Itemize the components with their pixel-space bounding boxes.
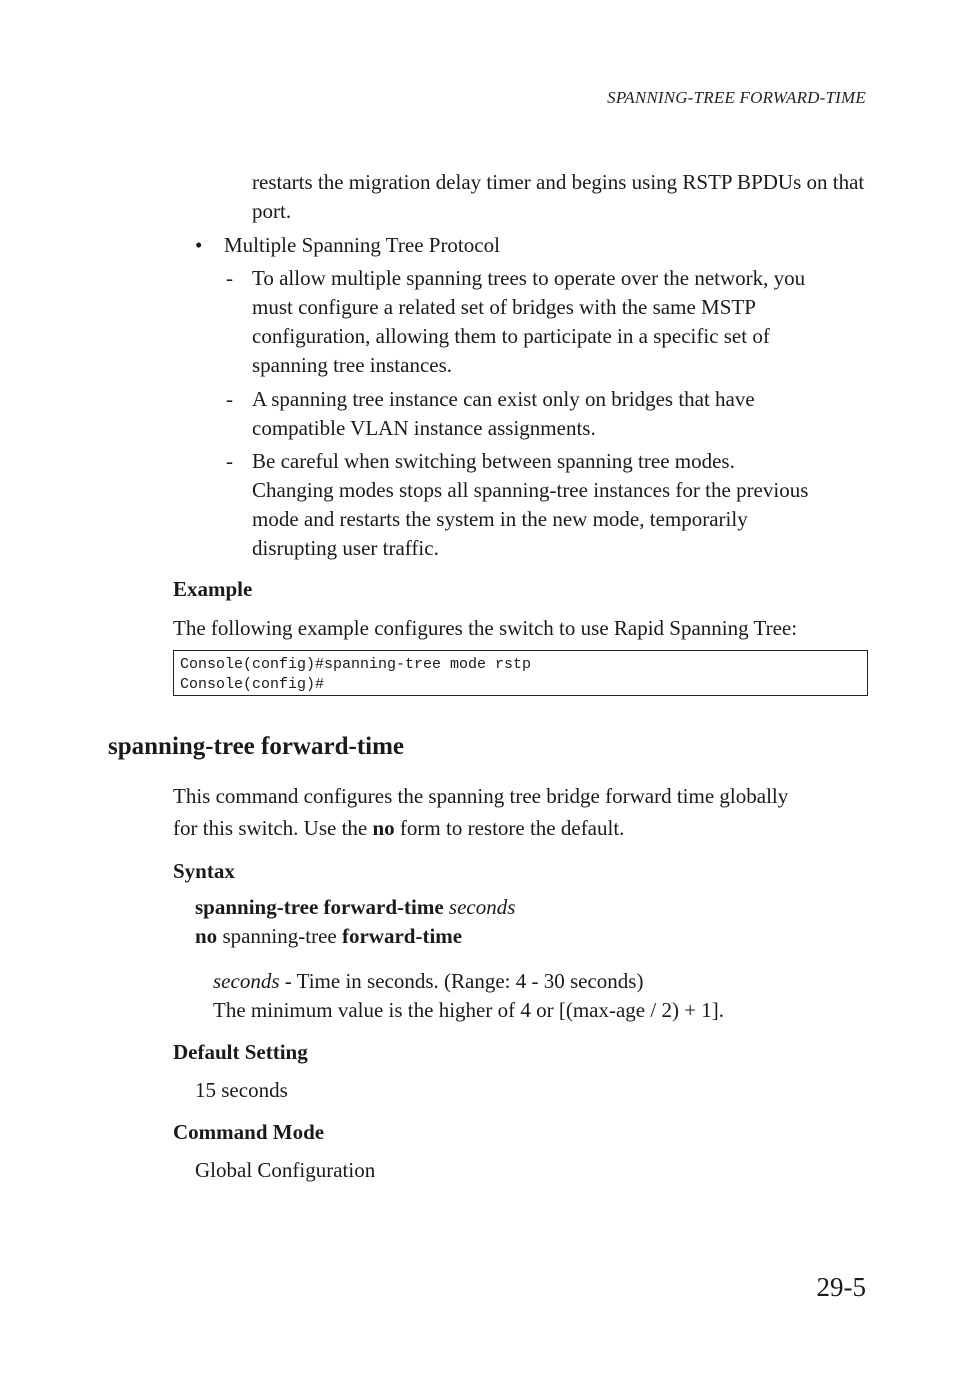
description-line	[173, 812, 873, 844]
code-line: Console(config)#spanning-tree mode rstp	[180, 656, 532, 673]
command-mode-heading: Command Mode	[173, 1120, 325, 1144]
parameter-name: seconds	[213, 969, 280, 993]
command-keyword: spanning-tree forward-time	[195, 895, 444, 919]
description-line: This command configures the spanning tree bridge forward time globally	[173, 784, 789, 808]
list-item-line: A spanning tree instance can exist only on bridges that have	[252, 387, 755, 411]
continuation-text: restarts the migration delay timer and begins using RSTP BPDUs on that port.	[252, 170, 865, 223]
list-item-line: compatible VLAN instance assignments.	[252, 416, 596, 440]
default-setting-heading: Default Setting	[173, 1040, 308, 1064]
example-text: The following example configures the switch to use Rapid Spanning Tree:	[173, 616, 798, 640]
syntax-line	[195, 895, 515, 920]
parameter-note: The minimum value is the higher of 4 or [(max-age / 2) + 1].	[213, 998, 725, 1022]
list-item	[252, 447, 882, 563]
section-title: spanning-tree forward-time	[108, 733, 405, 760]
dash-marker: -	[226, 449, 233, 473]
code-line: Console(config)#	[180, 676, 325, 693]
command-mode-value: Global Configuration	[195, 1158, 376, 1182]
no-keyword: no	[195, 924, 218, 948]
dash-marker: -	[226, 387, 233, 411]
command-keyword: forward-time	[341, 924, 463, 948]
code-block	[173, 650, 868, 696]
parameter-description	[213, 967, 724, 1025]
no-keyword: no	[372, 816, 395, 840]
example-heading: Example	[173, 577, 253, 601]
syntax-line	[195, 924, 462, 949]
parameter-text: - Time in seconds. (Range: 4 - 30 seconds)	[279, 969, 644, 993]
list-item-line: disrupting user traffic.	[252, 536, 439, 560]
parameter-line	[213, 967, 724, 996]
section-description	[173, 780, 873, 844]
command-argument: seconds	[448, 895, 516, 919]
running-header: SPANNING-TREE FORWARD-TIME	[607, 88, 866, 107]
bullet-marker: •	[195, 233, 203, 257]
command-text: spanning-tree	[217, 924, 342, 948]
list-item-line: mode and restarts the system in the new mode, temporarily	[252, 507, 748, 531]
description-text: for this switch. Use the	[173, 816, 373, 840]
list-item-line: configuration, allowing them to participate in a specific set of	[252, 324, 770, 348]
page-number: 29-5	[816, 1272, 866, 1302]
list-item	[252, 385, 882, 443]
list-item	[252, 264, 882, 380]
list-item-line: Changing modes stops all spanning-tree instances for the previous	[252, 478, 809, 502]
description-text: form to restore the default.	[394, 816, 625, 840]
bullet-label: Multiple Spanning Tree Protocol	[224, 233, 500, 257]
list-item-line: Be careful when switching between spanning tree modes.	[252, 449, 735, 473]
list-item-line: To allow multiple spanning trees to operate over the network, you	[252, 266, 806, 290]
default-setting-value: 15 seconds	[195, 1078, 288, 1102]
syntax-heading: Syntax	[173, 859, 235, 883]
dash-marker: -	[226, 266, 233, 290]
list-item-line: must configure a related set of bridges with the same MSTP	[252, 295, 756, 319]
list-item-line: spanning tree instances.	[252, 353, 453, 377]
